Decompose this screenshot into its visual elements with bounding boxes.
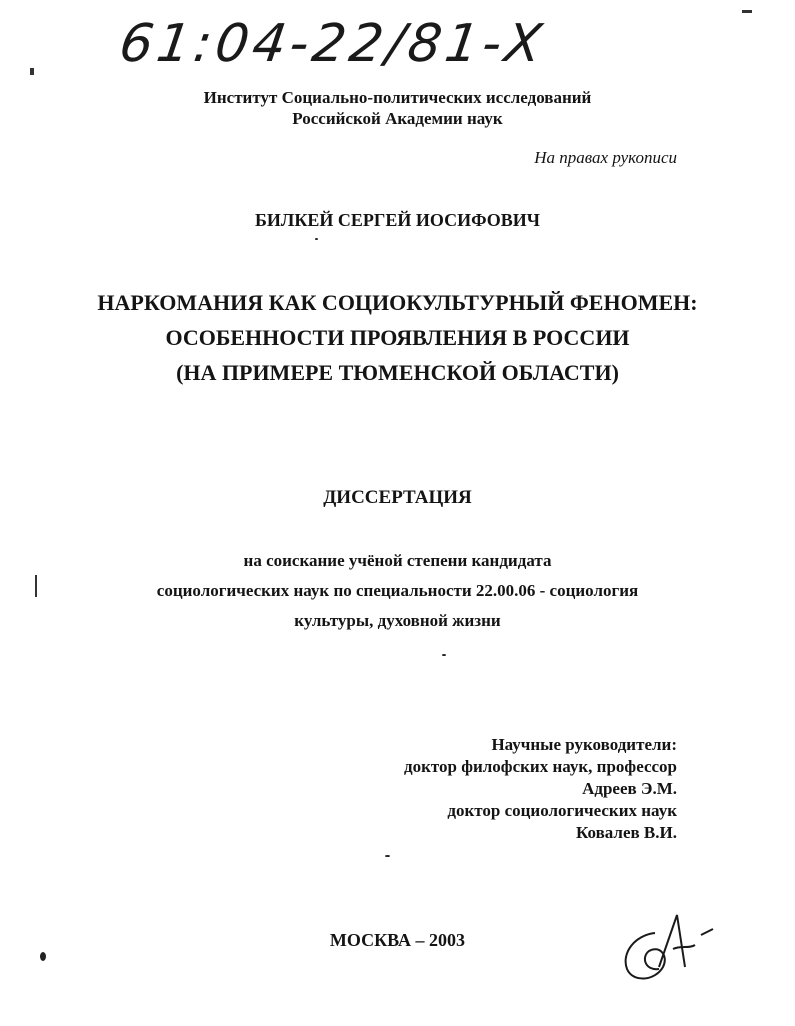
title-line-2: ОСОБЕННОСТИ ПРОЯВЛЕНИЯ В РОССИИ	[165, 325, 630, 350]
scan-mark	[30, 68, 34, 75]
archive-code-handwritten: 61:04-22/81-Х	[115, 14, 550, 74]
supervisor-2-name: Ковалев В.И.	[576, 823, 677, 842]
degree-line-1: на соискание учёной степени кандидата	[243, 551, 552, 570]
scan-mark	[385, 855, 390, 857]
document-type: ДИССЕРТАЦИЯ	[323, 487, 472, 508]
degree-line-2: социологических наук по специальности 22.00.06 - социология	[156, 581, 639, 600]
author-name: БИЛКЕЙ СЕРГЕЙ ИОСИФОВИЧ	[255, 210, 540, 230]
scan-mark	[742, 10, 752, 13]
supervisor-1-title: доктор филофских наук, профессор	[403, 757, 677, 776]
signature-icon	[615, 905, 725, 990]
supervisor-2-title: доктор социологических наук	[447, 801, 677, 820]
supervisor-1-name: Адреев Э.М.	[582, 779, 677, 798]
institution-line-1: Институт Социально-политических исследований	[203, 88, 592, 107]
supervisors-heading: Научные руководители:	[491, 735, 677, 754]
title-line-1: НАРКОМАНИЯ КАК СОЦИОКУЛЬТУРНЫЙ ФЕНОМЕН:	[97, 290, 698, 315]
title-line-3: (НА ПРИМЕРЕ ТЮМЕНСКОЙ ОБЛАСТИ)	[176, 360, 619, 385]
scan-mark	[40, 952, 46, 961]
degree-line-3: культуры, духовной жизни	[294, 611, 501, 630]
scan-mark	[442, 654, 446, 656]
city-year: МОСКВА – 2003	[329, 930, 466, 950]
scan-mark	[315, 238, 318, 240]
manuscript-note: На правах рукописи	[534, 148, 677, 167]
institution-line-2: Российской Академии наук	[292, 109, 503, 128]
